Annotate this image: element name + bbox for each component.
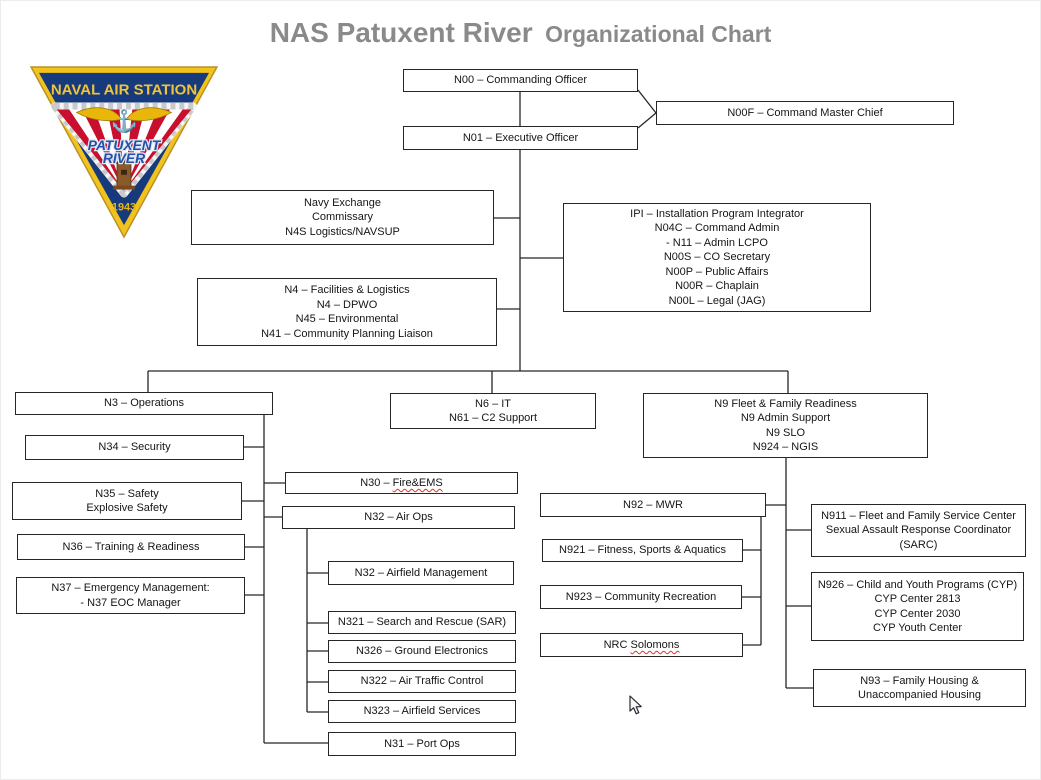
org-box-label: N921 – Fitness, Sports & Aquatics bbox=[559, 544, 726, 557]
connector bbox=[638, 113, 656, 128]
org-box-n9[interactable] bbox=[643, 393, 928, 458]
org-box-line: N4S Logistics/NAVSUP bbox=[285, 225, 400, 238]
org-box-n921[interactable] bbox=[542, 539, 743, 562]
org-box-label-prefix: NRC bbox=[603, 638, 631, 651]
org-box-n35[interactable] bbox=[12, 482, 242, 520]
org-box-label: N00 – Commanding Officer bbox=[453, 74, 588, 87]
org-box-label: N92 – MWR bbox=[623, 498, 683, 511]
org-box-line: N9 Fleet & Family Readiness bbox=[714, 397, 857, 410]
org-box-label: N326 – Ground Electronics bbox=[355, 645, 489, 658]
connector bbox=[638, 90, 656, 113]
org-box-line: Explosive Safety bbox=[86, 502, 168, 514]
org-box-line: N9 Admin Support bbox=[740, 412, 831, 424]
org-box-label: N00F – Command Master Chief bbox=[727, 106, 883, 119]
org-box-label: N32 – Air Ops bbox=[364, 511, 433, 524]
org-box-line: N926 – Child and Youth Programs (CYP) bbox=[817, 578, 1018, 591]
org-box-line: N6 – IT bbox=[474, 397, 512, 410]
org-box-line: N37 – Emergency Management: bbox=[51, 582, 210, 594]
org-box-n32-air-ops[interactable] bbox=[282, 506, 515, 529]
org-box-line: N911 – Fleet and Family Service Center bbox=[821, 509, 1016, 522]
org-box-label: N34 – Security bbox=[98, 441, 171, 454]
org-box-label: N322 – Air Traffic Control bbox=[360, 675, 484, 688]
org-box-line: CYP Youth Center bbox=[872, 622, 963, 634]
org-box-label: N923 – Community Recreation bbox=[565, 590, 717, 603]
org-box-n00[interactable] bbox=[403, 69, 638, 92]
spellcheck-squiggle-text: Solomons bbox=[630, 638, 680, 651]
page-title-sub: Organizational Chart bbox=[545, 21, 772, 47]
org-box-line: N00P – Public Affairs bbox=[665, 265, 769, 278]
org-box-label: N36 – Training & Readiness bbox=[62, 540, 200, 553]
org-box-label: N32 – Airfield Management bbox=[354, 566, 488, 579]
org-box-n6[interactable] bbox=[390, 393, 596, 429]
org-box-line: CYP Center 2813 bbox=[874, 593, 961, 605]
org-box-n32-airfield-mgmt[interactable] bbox=[328, 561, 514, 585]
org-box-n326[interactable] bbox=[328, 640, 516, 663]
org-box-label: N31 – Port Ops bbox=[384, 737, 460, 750]
org-box-line: N61 – C2 Support bbox=[448, 412, 538, 424]
org-box-line: N04C – Command Admin bbox=[654, 222, 780, 235]
org-box-n911[interactable] bbox=[811, 504, 1026, 557]
org-box-line: Unaccompanied Housing bbox=[858, 689, 981, 701]
org-box-line: - N37 EOC Manager bbox=[80, 596, 181, 609]
org-box-ipi[interactable] bbox=[563, 203, 871, 312]
page-title[interactable] bbox=[1, 17, 1040, 49]
org-box-n36[interactable] bbox=[17, 534, 245, 560]
org-box-line: (SARC) bbox=[899, 538, 938, 551]
org-box-line: N4 – Facilities & Logistics bbox=[284, 284, 410, 296]
logo-band-text: NAVAL AIR STATION bbox=[50, 82, 198, 99]
org-box-n34[interactable] bbox=[25, 435, 244, 460]
org-box-label bbox=[541, 638, 742, 653]
spellcheck-squiggle-text: Fire&EMS bbox=[392, 476, 443, 489]
org-box-n00f[interactable] bbox=[656, 101, 954, 125]
org-box-line: N00R – Chaplain bbox=[675, 280, 759, 293]
org-box-navy-exchange[interactable] bbox=[191, 190, 494, 245]
org-box-n923[interactable] bbox=[540, 585, 742, 609]
page-title-main: NAS Patuxent River bbox=[269, 17, 533, 48]
org-box-n322[interactable] bbox=[328, 670, 516, 693]
org-box-line: Commissary bbox=[311, 211, 374, 224]
logo-year-text: 1943 bbox=[111, 201, 137, 214]
logo-anchor-icon: ⚓ bbox=[110, 108, 138, 134]
org-box-line: N4 – DPWO bbox=[316, 298, 378, 311]
org-box-n01[interactable] bbox=[403, 126, 638, 150]
org-box-line: Sexual Assault Response Coordinator bbox=[825, 524, 1012, 537]
org-box-n4[interactable] bbox=[197, 278, 497, 346]
org-box-line: Navy Exchange bbox=[303, 196, 382, 209]
org-box-line: N924 – NGIS bbox=[752, 441, 819, 453]
logo-center-line2: RIVER bbox=[102, 149, 146, 166]
org-box-n3[interactable] bbox=[15, 392, 273, 415]
org-box-line: N9 SLO bbox=[765, 426, 806, 439]
org-box-label: N323 – Airfield Services bbox=[363, 705, 481, 718]
org-box-label bbox=[286, 476, 517, 491]
org-box-n31[interactable] bbox=[328, 732, 516, 756]
org-box-line: N41 – Community Planning Liaison bbox=[261, 327, 433, 340]
org-box-line: N93 – Family Housing & bbox=[860, 674, 979, 687]
org-box-n30[interactable] bbox=[285, 472, 518, 494]
org-box-line: N35 – Safety bbox=[95, 487, 159, 500]
org-box-n93[interactable] bbox=[813, 669, 1026, 707]
org-box-line: N00S – CO Secretary bbox=[663, 251, 771, 264]
org-box-label: N321 – Search and Rescue (SAR) bbox=[337, 616, 507, 629]
org-box-line: CYP Center 2030 bbox=[874, 607, 961, 620]
org-box-line: - N11 – Admin LCPO bbox=[666, 236, 768, 249]
org-box-line: N00L – Legal (JAG) bbox=[668, 294, 766, 307]
mouse-cursor-icon bbox=[629, 695, 645, 717]
org-box-n926[interactable] bbox=[811, 572, 1024, 641]
org-box-nrc-solomons[interactable] bbox=[540, 633, 743, 657]
org-box-n37[interactable] bbox=[16, 577, 245, 614]
org-box-n323[interactable] bbox=[328, 700, 516, 723]
org-box-n92[interactable] bbox=[540, 493, 766, 517]
org-box-label: N3 – Operations bbox=[103, 397, 185, 410]
org-box-label: N01 – Executive Officer bbox=[462, 131, 579, 144]
org-box-n321[interactable] bbox=[328, 611, 516, 634]
logo-center-line1: PATUXENT bbox=[87, 137, 161, 154]
org-box-line: N45 – Environmental bbox=[295, 313, 399, 325]
org-box-line: IPI – Installation Program Integrator bbox=[630, 207, 804, 220]
org-box-label-prefix: N30 – bbox=[360, 476, 393, 489]
